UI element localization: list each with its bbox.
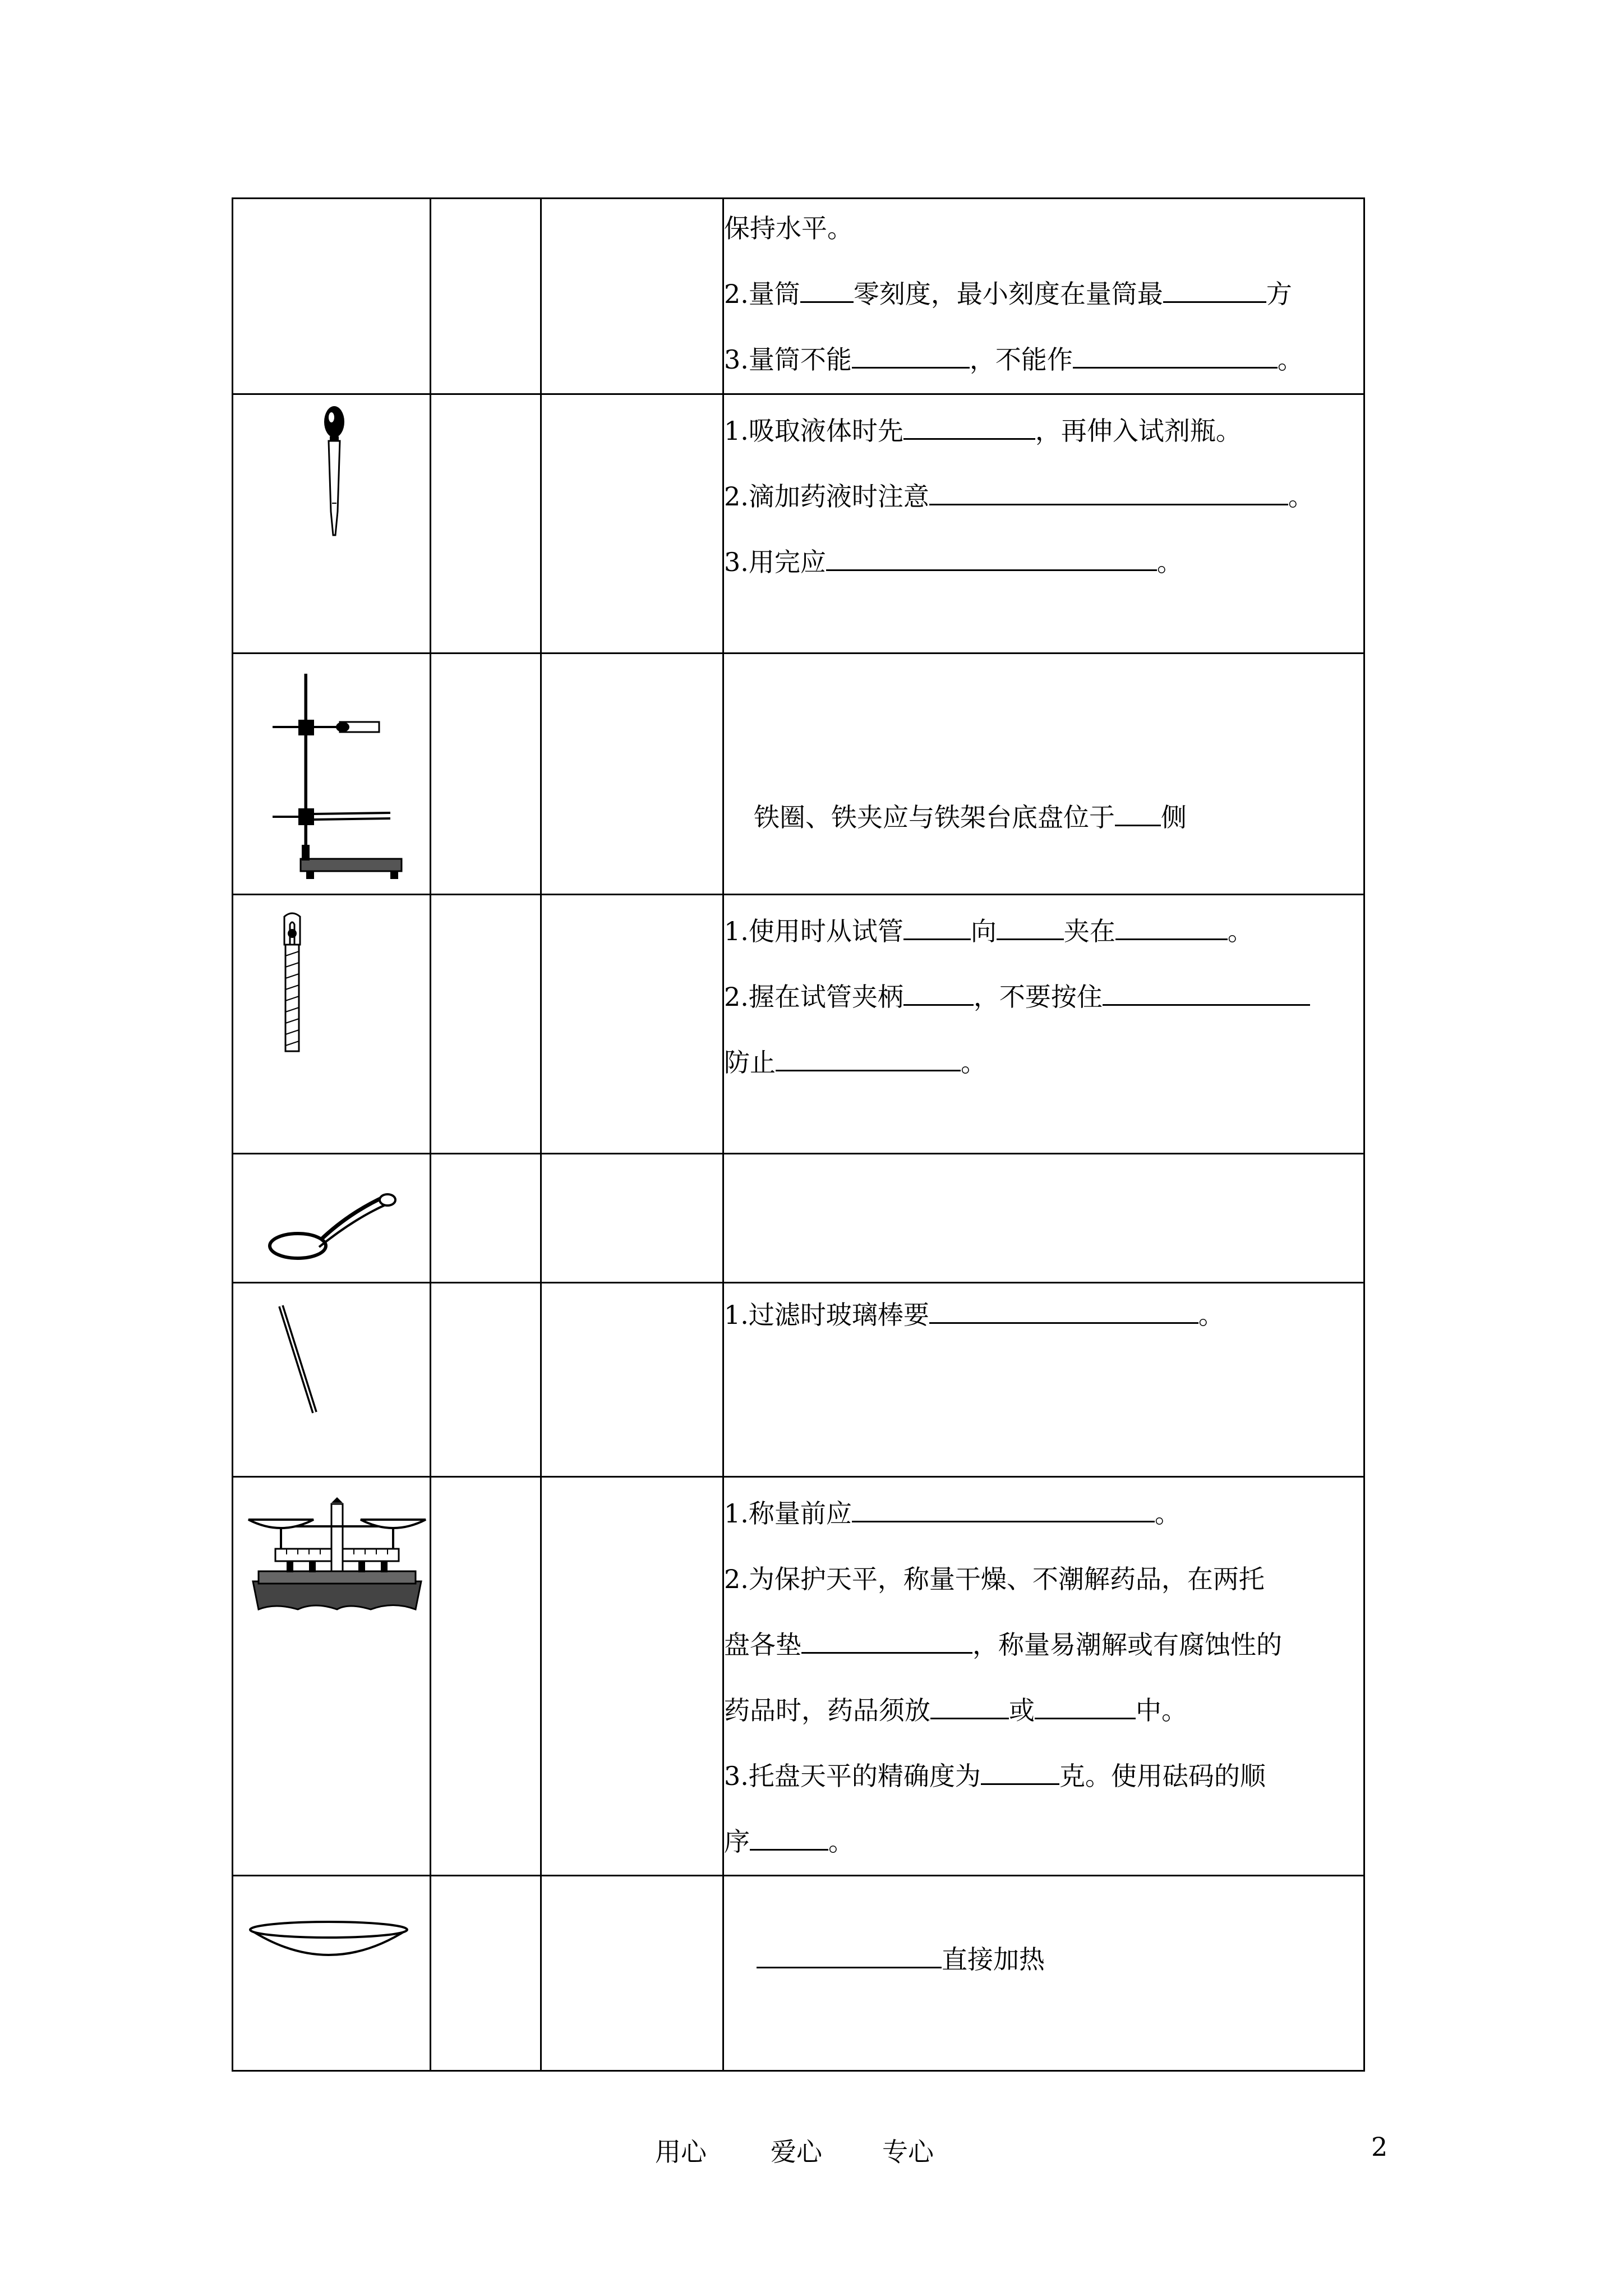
table-row [233,895,1364,1154]
note-cell [723,1876,1364,2071]
use-cell [541,895,723,1154]
note-line: 1.过滤时玻璃棒要 。 [724,1282,1363,1348]
note-line: 1.使用时从试管 向 夹在 。 [724,899,1363,964]
fill-blank[interactable] [930,1692,1009,1719]
table-row [233,654,1364,895]
note-line: 2.握在试管夹柄 ，不要按住 [724,964,1363,1030]
use-cell [541,394,723,654]
table-row [233,199,1364,394]
table-row [233,1283,1364,1477]
fill-blank[interactable] [903,978,974,1006]
note-line: 盘各垫 ，称量易潮解或有腐蚀性的 [724,1612,1363,1678]
fill-blank[interactable] [929,1296,1198,1324]
note-line: 2.量筒 零刻度，最小刻度在量筒最 方 [724,261,1363,327]
fill-blank[interactable] [997,913,1064,940]
image-cell [233,1876,431,2071]
note-line: 药品时，药品须放 或 中。 [724,1678,1363,1743]
fill-blank[interactable] [750,1823,828,1851]
test-tube-holder-icon [275,911,315,1057]
note-cell [723,654,1364,895]
medicine-spoon-icon [264,1180,399,1264]
fill-blank[interactable] [1035,1692,1136,1719]
fill-blank[interactable] [1115,913,1228,940]
note-line: 1.吸取液体时先 ，再伸入试剂瓶。 [724,398,1363,464]
fill-blank[interactable] [1073,341,1278,369]
name-cell [431,654,541,895]
name-cell [431,1477,541,1876]
fill-blank[interactable] [903,913,971,940]
fill-blank[interactable] [800,275,854,303]
name-cell [431,394,541,654]
image-cell [233,654,431,895]
use-cell [541,1283,723,1477]
note-cell [723,895,1364,1154]
note-line: 2.滴加药液时注意 。 [724,464,1363,530]
footer-word: 爱心 [771,2137,822,2167]
use-cell [541,1477,723,1876]
balance-icon [247,1497,427,1615]
note-line: 保持水平。 [724,213,853,243]
fill-blank[interactable] [929,478,1288,505]
table-row [233,394,1364,654]
name-cell [431,1283,541,1477]
note-cell [723,394,1364,654]
footer-word: 专心 [882,2137,934,2167]
fill-blank[interactable] [801,1626,972,1654]
fill-blank[interactable] [1115,799,1161,826]
note-line: 3.量筒不能 ，不能作 。 [724,327,1363,393]
note-cell [723,1154,1364,1283]
fill-blank[interactable] [852,1495,1155,1522]
fill-blank[interactable] [757,1941,942,1968]
fill-blank[interactable] [903,412,1035,440]
evaporating-dish-icon [247,1918,410,1963]
note-cell [723,1477,1364,1876]
page-number: 2 [1371,2132,1388,2162]
note-line: 2.为保护天平，称量干燥、不潮解药品，在两托 [724,1564,1265,1594]
fill-blank[interactable] [826,544,1157,571]
table-row [233,1477,1364,1876]
name-cell [431,895,541,1154]
iron-stand-icon [273,674,407,881]
use-cell [541,1154,723,1283]
name-cell [431,1154,541,1283]
note-line: 直接加热 [724,1927,1363,1993]
table-row [233,1154,1364,1283]
use-cell [541,654,723,895]
note-line: 3.托盘天平的精确度为 克。使用砝码的顺 [724,1743,1363,1809]
footer-word: 用心 [655,2137,707,2167]
image-cell [233,394,431,654]
name-cell [431,199,541,394]
use-cell [541,1876,723,2071]
name-cell [431,1876,541,2071]
instrument-table [232,197,1365,2072]
image-cell [233,199,431,394]
glass-rod-icon [275,1303,326,1415]
note-line: 铁圈、铁夹应与铁架台底盘位于 侧 [724,785,1363,850]
image-cell [233,1283,431,1477]
note-cell [723,199,1364,394]
note-line: 序 。 [724,1809,1363,1875]
image-cell [233,1477,431,1876]
note-line: 1.称量前应 。 [724,1481,1363,1547]
image-cell [233,895,431,1154]
fill-blank[interactable] [981,1757,1059,1785]
dropper-icon [323,405,345,540]
note-cell [723,1283,1364,1477]
note-line: 防止 。 [724,1030,1363,1096]
fill-blank[interactable] [852,341,970,369]
image-cell [233,1154,431,1283]
use-cell [541,199,723,394]
fill-blank[interactable] [776,1044,961,1071]
note-line: 3.用完应 。 [724,530,1363,595]
table-row [233,1876,1364,2071]
fill-blank[interactable] [1103,978,1310,1006]
fill-blank[interactable] [1163,275,1266,303]
